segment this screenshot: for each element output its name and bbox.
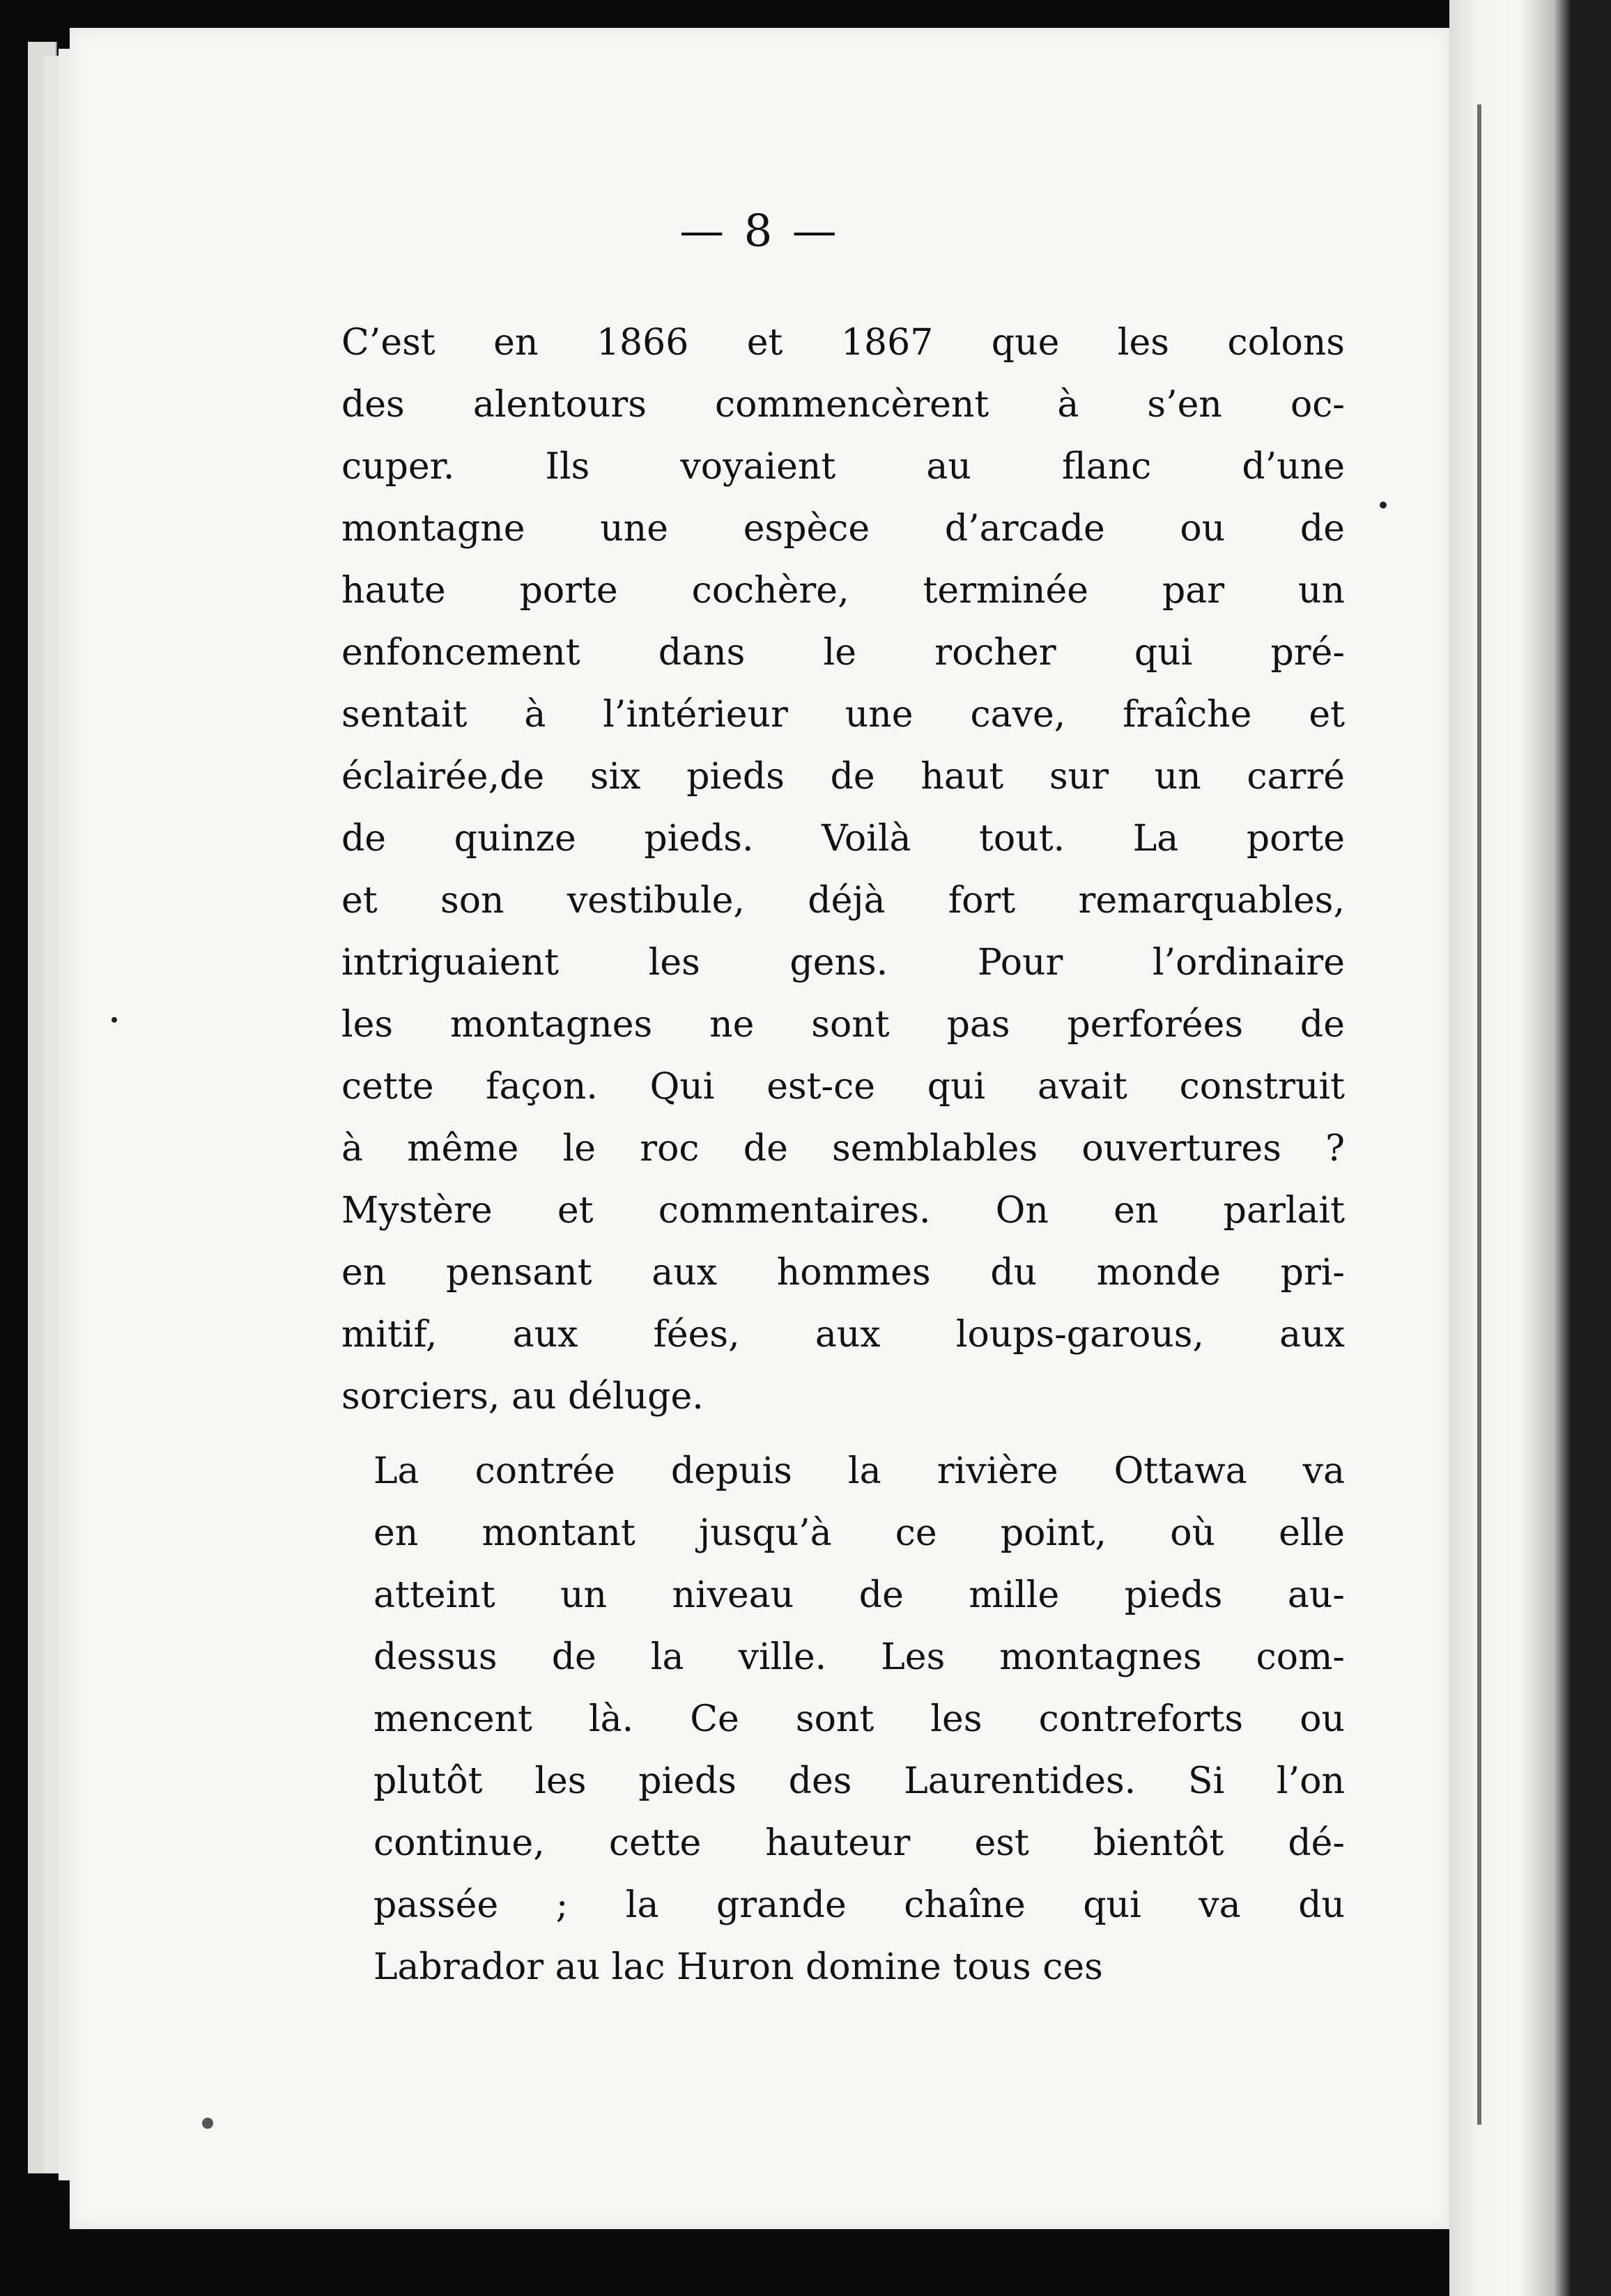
page-number: — 8 — <box>679 205 840 257</box>
text-line: plutôt les pieds des Laurentides. Si l’on <box>373 1760 1345 1802</box>
text-line: cuper. Ils voyaient au flanc d’une <box>341 446 1345 488</box>
text-line: atteint un niveau de mille pieds au- <box>373 1574 1345 1616</box>
paragraph <box>341 1441 1345 1999</box>
text-line: à même le roc de semblables ouvertures ? <box>341 1128 1345 1170</box>
text-line: C’est en 1866 et 1867 que les colons <box>341 322 1345 364</box>
text-line: dessus de la ville. Les montagnes com- <box>373 1636 1345 1678</box>
text-line: La contrée depuis la rivière Ottawa va <box>373 1450 1345 1492</box>
scan-speck <box>202 2118 213 2129</box>
paragraph <box>341 312 1345 1428</box>
text-line: les montagnes ne sont pas perforées de <box>341 1004 1345 1046</box>
text-line: intriguaient les gens. Pour l’ordinaire <box>341 942 1345 984</box>
text-line: enfoncement dans le rocher qui pré- <box>341 632 1345 674</box>
text-line: passée ; la grande chaîne qui va du <box>373 1884 1345 1926</box>
book-binding <box>1449 0 1611 2296</box>
text-line: Labrador au lac Huron domine tous ces <box>373 1946 1103 1988</box>
text-line: mitif, aux fées, aux loups-garous, aux <box>341 1314 1345 1356</box>
text-line: sorciers, au déluge. <box>341 1376 704 1418</box>
scan-speck <box>1380 502 1387 509</box>
text-line: en pensant aux hommes du monde pri- <box>341 1252 1345 1294</box>
scan-speck <box>111 1017 117 1023</box>
text-line: éclairée,de six pieds de haut sur un carré <box>341 756 1345 798</box>
text-line: Mystère et commentaires. On en parlait <box>341 1190 1345 1232</box>
text-line: haute porte cochère, terminée par un <box>341 570 1345 612</box>
body-text <box>341 312 1345 1999</box>
text-line: continue, cette hauteur est bientôt dé- <box>373 1822 1345 1864</box>
text-line: en montant jusqu’à ce point, où elle <box>373 1512 1345 1554</box>
text-line: des alentours commencèrent à s’en oc- <box>341 384 1345 426</box>
binding-line <box>1477 104 1481 2125</box>
text-line: mencent là. Ce sont les contreforts ou <box>373 1698 1345 1740</box>
text-line: et son vestibule, déjà fort remarquables, <box>341 880 1345 922</box>
text-line: sentait à l’intérieur une cave, fraîche et <box>341 694 1345 736</box>
text-line: montagne une espèce d’arcade ou de <box>341 508 1345 550</box>
text-line: de quinze pieds. Voilà tout. La porte <box>341 818 1345 860</box>
text-line: cette façon. Qui est-ce qui avait construit <box>341 1066 1345 1108</box>
book-page <box>70 28 1449 2229</box>
